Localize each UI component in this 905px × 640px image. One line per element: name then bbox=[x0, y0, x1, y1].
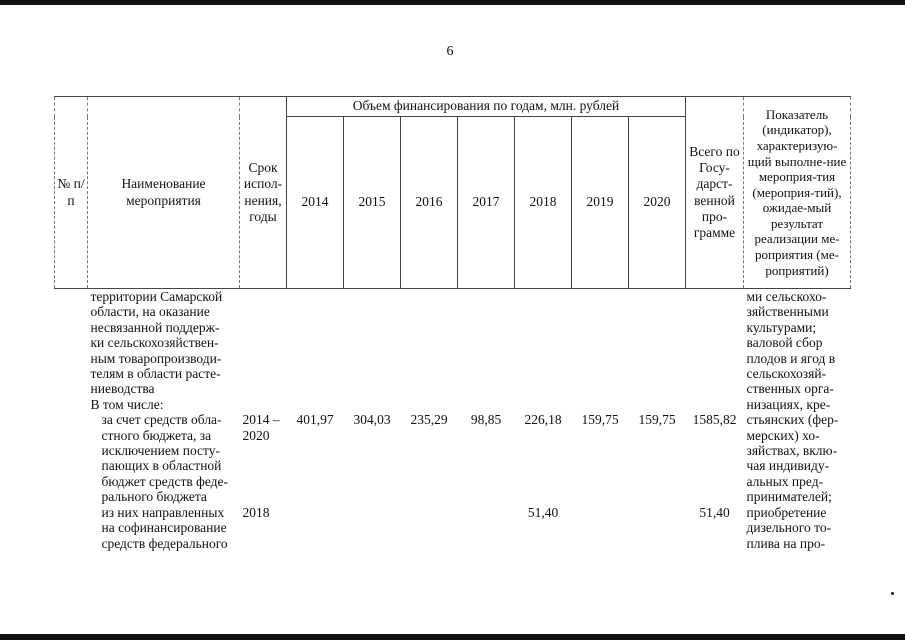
value-cell bbox=[458, 505, 515, 551]
header-year: 2020 bbox=[629, 117, 686, 289]
value-cell: 98,85 bbox=[470, 412, 502, 428]
value-cell bbox=[401, 505, 458, 551]
header-period: Срок испол-нения, годы bbox=[240, 97, 287, 289]
header-year: 2018 bbox=[515, 117, 572, 289]
value-cell bbox=[287, 505, 344, 551]
row-name: из них направленных на софинансирование средств федерального bbox=[101, 504, 228, 551]
bottom-border bbox=[0, 634, 905, 640]
header-indicator: Показатель (индикатор), характеризую-щий выполне-ние мероприя-тия (мероприя-тий), ожидае-мый результат реализации ме-роприятия (ме-роприятий) bbox=[744, 97, 851, 289]
header-num: № п/п bbox=[55, 97, 88, 289]
value-cell: 401,97 bbox=[296, 412, 334, 428]
value-cell: 304,03 bbox=[353, 412, 391, 428]
value-cell bbox=[629, 505, 686, 551]
header-year: 2016 bbox=[401, 117, 458, 289]
value-cell: 235,29 bbox=[410, 412, 448, 428]
value-cell: 51,40 bbox=[527, 504, 559, 520]
total-cell: 1585,82 bbox=[692, 412, 737, 428]
page-number: 6 bbox=[446, 44, 454, 59]
table-row bbox=[55, 505, 851, 551]
header-year: 2017 bbox=[458, 117, 515, 289]
value-cell bbox=[344, 505, 401, 551]
header-year: 2014 bbox=[287, 117, 344, 289]
row-name: за счет средств обла- стного бюджета, за исключением посту- пающих в областной бюджет средств феде- рального бюджета bbox=[101, 412, 229, 505]
table-row bbox=[55, 412, 851, 504]
scan-dot bbox=[891, 592, 894, 595]
financing-table bbox=[54, 96, 851, 551]
value-cell: 159,75 bbox=[581, 412, 619, 428]
value-cell bbox=[572, 505, 629, 551]
table-row bbox=[55, 289, 851, 413]
total-cell: 51,40 bbox=[699, 504, 730, 520]
header-total: Всего по Госу-дарст-венной про-грамме bbox=[686, 97, 744, 289]
row-period: 2014 – 2020 bbox=[242, 412, 280, 443]
value-cell: 159,75 bbox=[638, 412, 676, 428]
top-border bbox=[0, 0, 905, 5]
value-cell: 226,18 bbox=[524, 412, 562, 428]
header-name: Наименование мероприятия bbox=[88, 97, 240, 289]
header-year: 2019 bbox=[572, 117, 629, 289]
table-body bbox=[55, 289, 851, 551]
row-name: территории Самарской области, на оказание несвязанной поддерж- ки сельскохозяйствен- ным товаропроизводи- телям в области расте- ниеводства В том числе: bbox=[90, 289, 223, 412]
indicator-cell: ми сельскохо- зяйственными культурами; валовой сбор плодов и ягод в сельскохозяй- ственных орга- низациях, кре- стьянских (фер- мерских) хо- зяйствах, вклю- чая индивиду- альных пред- принимателей; приобретение дизельного то- плива на про- bbox=[746, 289, 839, 551]
header-funding-group: Объем финансирования по годам, млн. рублей bbox=[287, 97, 686, 117]
header-year: 2015 bbox=[344, 117, 401, 289]
row-period: 2018 bbox=[242, 504, 270, 520]
table-header bbox=[55, 97, 851, 289]
